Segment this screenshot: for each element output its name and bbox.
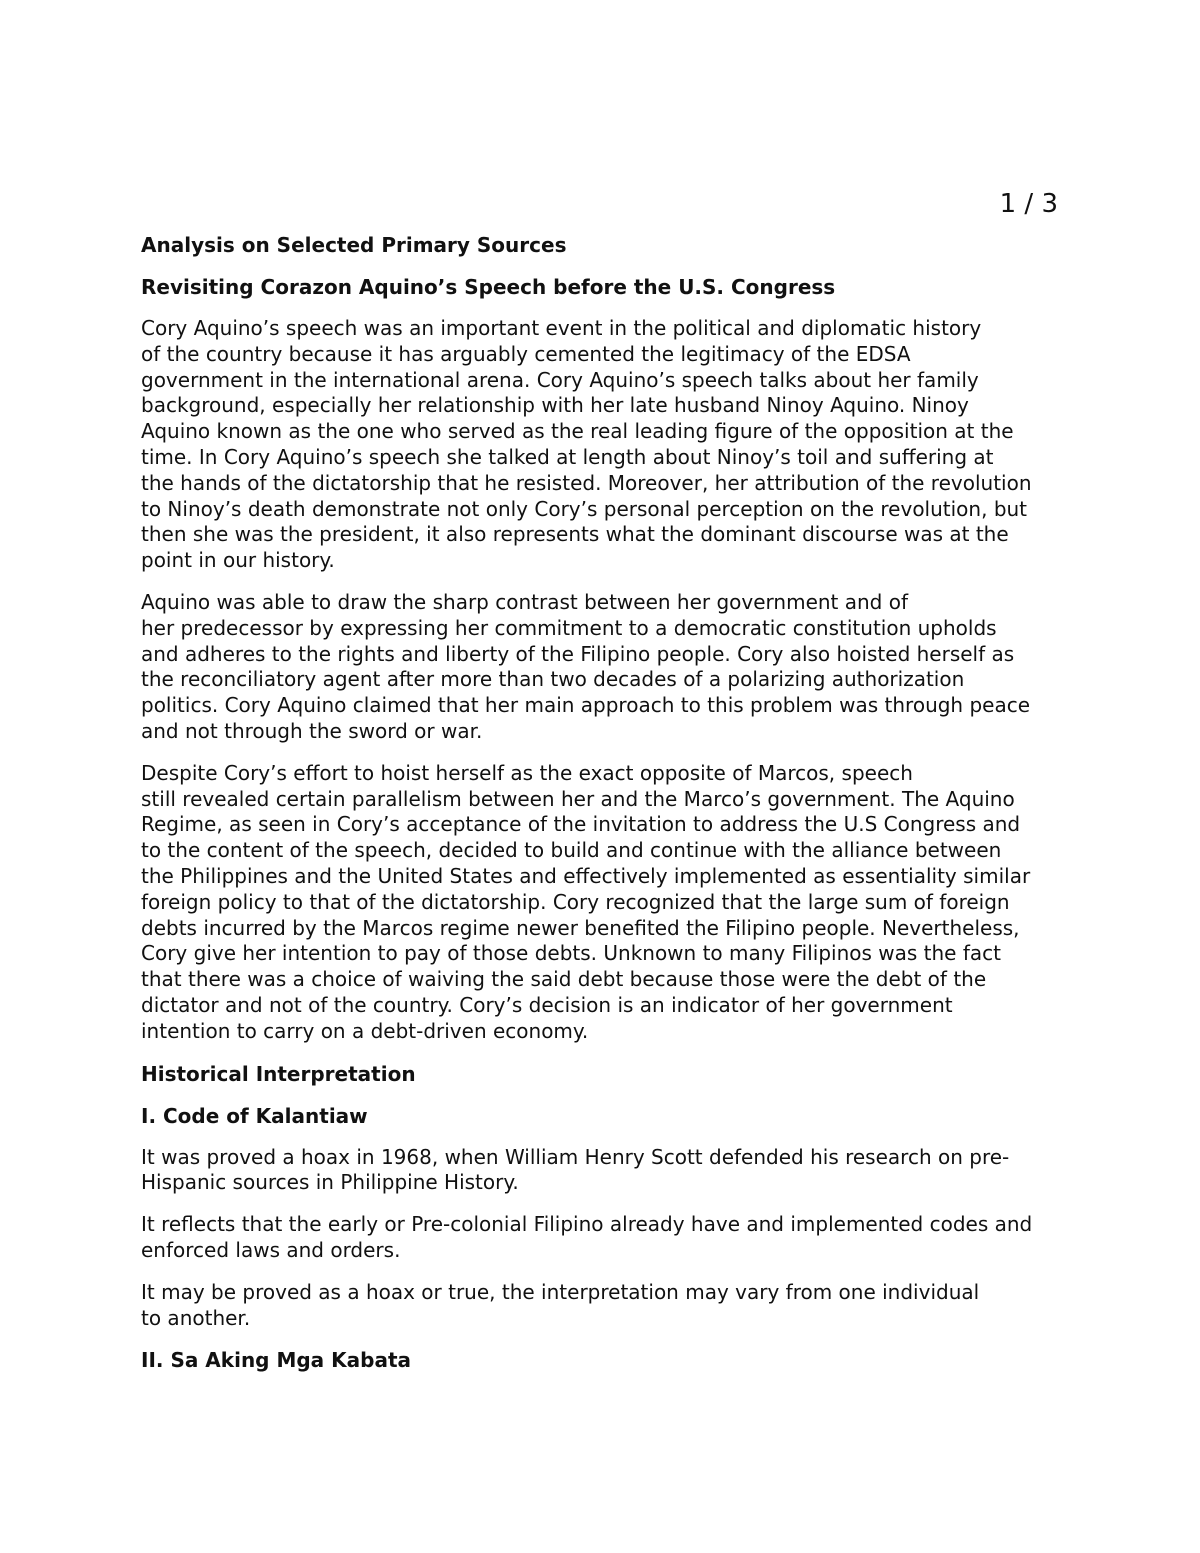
text-line: Cory give her intention to pay of those debts. Unknown to many Filipinos was the fact [141, 941, 1001, 966]
text-line: and not through the sword or war. [141, 718, 483, 743]
section-heading-aquino-speech: Revisiting Corazon Aquino’s Speech before the U.S. Congress [141, 275, 836, 299]
text-line: to the content of the speech, decided to build and continue with the alliance between [141, 838, 1002, 863]
text-line: Regime, as seen in Cory’s acceptance of the invitation to address the U.S Congress and [141, 812, 1021, 837]
text-line: politics. Cory Aquino claimed that her main approach to this problem was through peace [141, 693, 1031, 718]
text-line: Hispanic sources in Philippine History. [141, 1170, 519, 1195]
text-line: enforced laws and orders. [141, 1237, 401, 1262]
text-line: government in the international arena. Cory Aquino’s speech talks about her family [141, 367, 979, 392]
page-number: 1 / 3 [999, 189, 1058, 219]
document-title: Analysis on Selected Primary Sources [141, 233, 567, 257]
subsection-heading-code-of-kalantiaw: I. Code of Kalantiaw [141, 1103, 368, 1128]
text-line: intention to carry on a debt-driven economy. [141, 1018, 589, 1043]
text-line: Despite Cory’s effort to hoist herself as the exact opposite of Marcos, speech [141, 760, 913, 785]
paragraph-aquino-2 [141, 590, 1066, 745]
text-line: her predecessor by expressing her commitment to a democratic constitution upholds [141, 615, 997, 640]
text-line: time. In Cory Aquino’s speech she talked at length about Ninoy’s toil and suffering at [141, 444, 994, 469]
paragraph-aquino-3 [141, 761, 1066, 1045]
text-line: the Philippines and the United States and effectively implemented as essentiality similar [141, 863, 1031, 888]
subsection-heading-sa-aking-mga-kabata: II. Sa Aking Mga Kabata [141, 1348, 411, 1373]
text-line: to Ninoy’s death demonstrate not only Cory’s personal perception on the revolution, but [141, 496, 1028, 521]
paragraph-aquino-1 [141, 316, 1066, 574]
paragraph-kalantiaw-1 [141, 1145, 1066, 1197]
text-line: still revealed certain parallelism between her and the Marco’s government. The Aquino [141, 786, 1015, 811]
text-line: It was proved a hoax in 1968, when William Henry Scott defended his research on pre- [141, 1144, 1010, 1169]
text-line: It reflects that the early or Pre-colonial Filipino already have and implemented codes and [141, 1212, 1033, 1237]
text-line: of the country because it has arguably cemented the legitimacy of the EDSA [141, 341, 911, 366]
text-line: that there was a choice of waiving the said debt because those were the debt of the [141, 967, 987, 992]
paragraph-kalantiaw-2 [141, 1212, 1066, 1264]
text-line: the reconciliatory agent after more than two decades of a polarizing authorization [141, 667, 965, 692]
text-line: point in our history. [141, 548, 335, 573]
text-line: background, especially her relationship with her late husband Ninoy Aquino. Ninoy [141, 393, 969, 418]
text-line: to another. [141, 1305, 251, 1330]
document-content [141, 232, 1066, 1389]
text-line: then she was the president, it also represents what the dominant discourse was at the [141, 522, 1009, 547]
text-line: debts incurred by the Marcos regime newer benefited the Filipino people. Nevertheless, [141, 915, 1020, 940]
section-heading-historical-interpretation: Historical Interpretation [141, 1061, 416, 1086]
paragraph-kalantiaw-3 [141, 1280, 1066, 1332]
text-line: It may be proved as a hoax or true, the interpretation may vary from one individual [141, 1279, 980, 1304]
text-line: dictator and not of the country. Cory’s decision is an indicator of her government [141, 992, 953, 1017]
text-line: foreign policy to that of the dictatorship. Cory recognized that the large sum of foreign [141, 889, 1010, 914]
text-line: Cory Aquino’s speech was an important event in the political and diplomatic history [141, 316, 982, 340]
text-line: the hands of the dictatorship that he resisted. Moreover, her attribution of the revolution [141, 470, 1032, 495]
text-line: Aquino known as the one who served as the real leading figure of the opposition at the [141, 419, 1014, 444]
text-line: Aquino was able to draw the sharp contrast between her government and of [141, 589, 909, 614]
text-line: and adheres to the rights and liberty of the Filipino people. Cory also hoisted herself as [141, 641, 1015, 666]
